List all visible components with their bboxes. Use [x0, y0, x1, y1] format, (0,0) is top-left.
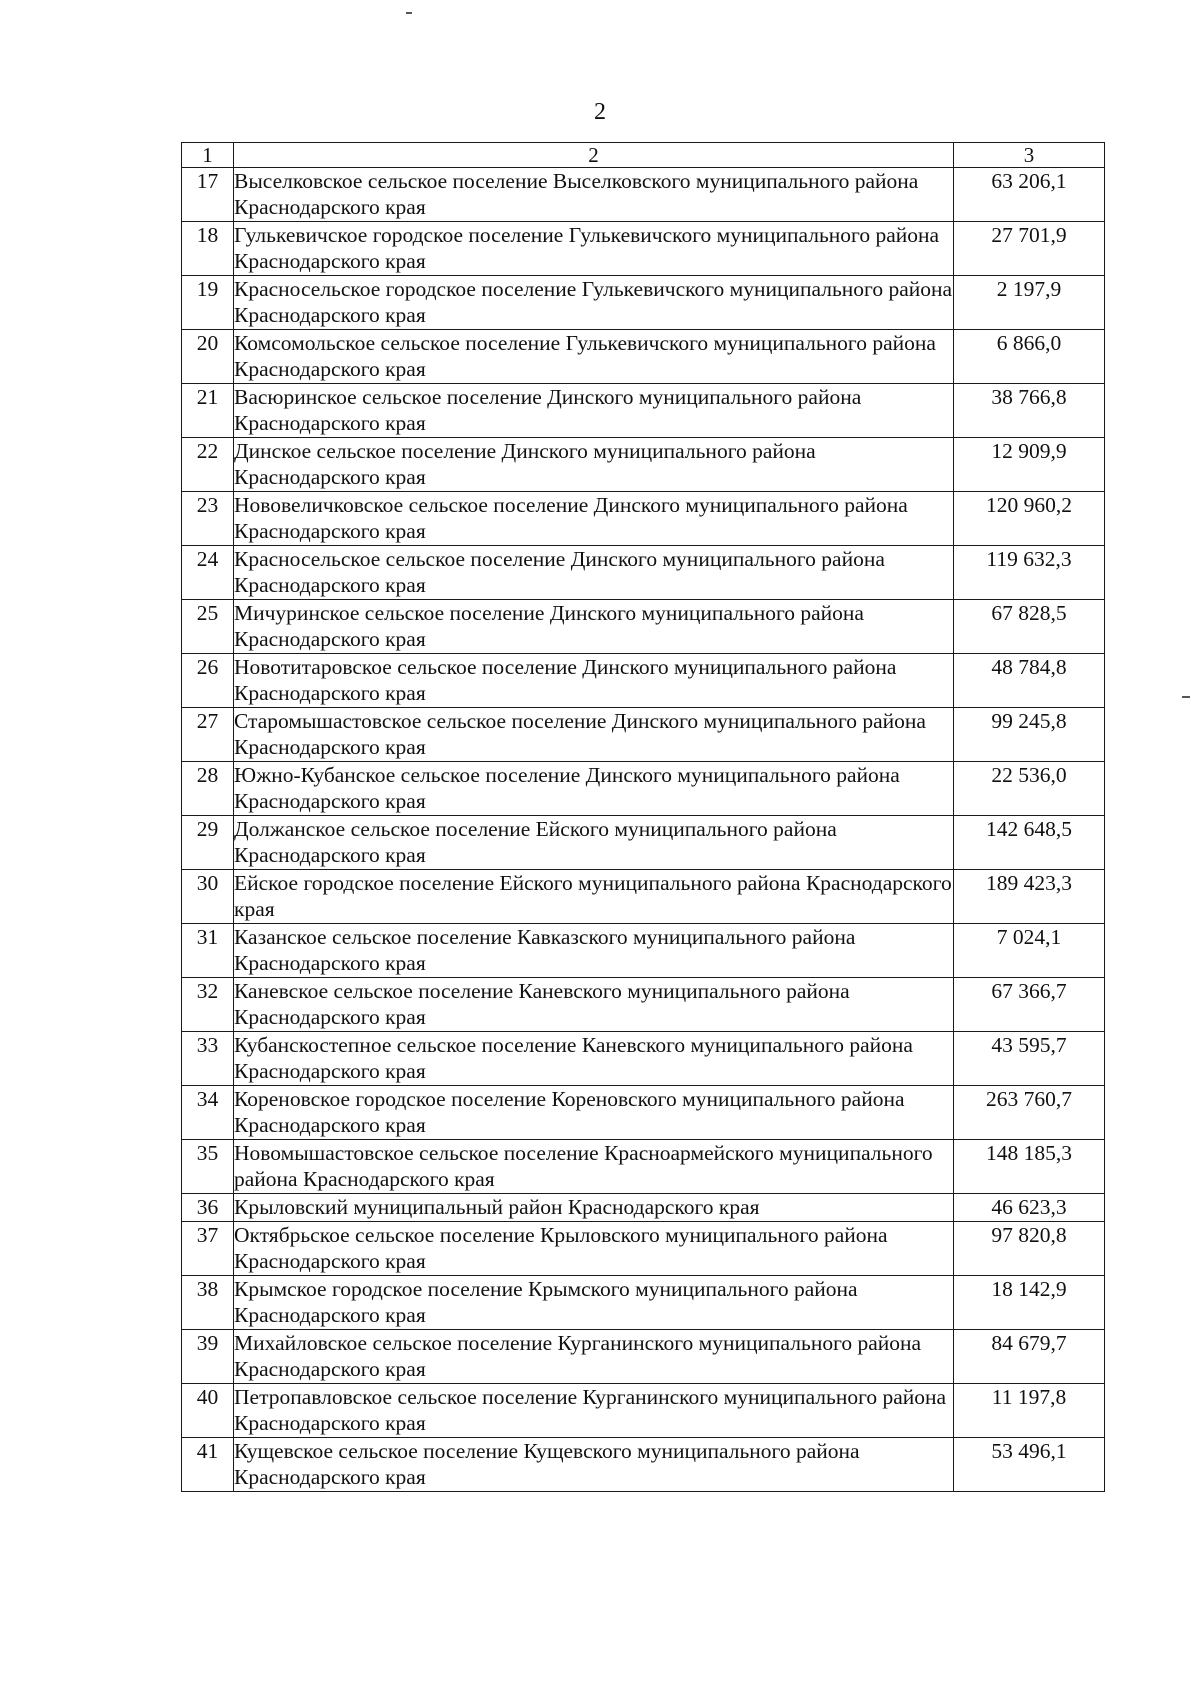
row-value: 263 760,7 — [954, 1086, 1105, 1140]
table-row — [182, 276, 1105, 330]
row-value: 97 820,8 — [954, 1222, 1105, 1276]
row-name: Красносельское городское поселение Гулькевичского муниципального района Краснодарского края — [234, 276, 954, 330]
row-number: 26 — [182, 654, 234, 708]
table-row — [182, 1276, 1105, 1330]
row-name: Кущевское сельское поселение Кущевского муниципального района Краснодарского края — [234, 1438, 954, 1492]
row-number: 37 — [182, 1222, 234, 1276]
table-row — [182, 708, 1105, 762]
row-name: Новомышастовское сельское поселение Красноармейского муниципального района Краснодарского края — [234, 1140, 954, 1194]
row-name: Каневское сельское поселение Каневского муниципального района Краснодарского края — [234, 978, 954, 1032]
row-number: 18 — [182, 222, 234, 276]
row-value: 22 536,0 — [954, 762, 1105, 816]
table-row — [182, 222, 1105, 276]
table-row — [182, 168, 1105, 222]
row-name: Мичуринское сельское поселение Динского муниципального района Краснодарского края — [234, 600, 954, 654]
row-number: 35 — [182, 1140, 234, 1194]
row-value: 67 828,5 — [954, 600, 1105, 654]
row-number: 19 — [182, 276, 234, 330]
header-cell-col2: 2 — [234, 143, 954, 168]
row-value: 6 866,0 — [954, 330, 1105, 384]
table-row — [182, 1330, 1105, 1384]
row-name: Старомышастовское сельское поселение Динского муниципального района Краснодарского края — [234, 708, 954, 762]
row-value: 189 423,3 — [954, 870, 1105, 924]
scan-mark — [1182, 696, 1190, 698]
row-name: Выселковское сельское поселение Выселковского муниципального района Краснодарского края — [234, 168, 954, 222]
row-value: 12 909,9 — [954, 438, 1105, 492]
row-name: Комсомольское сельское поселение Гулькевичского муниципального района Краснодарского края — [234, 330, 954, 384]
row-number: 21 — [182, 384, 234, 438]
row-value: 148 185,3 — [954, 1140, 1105, 1194]
header-cell-col3: 3 — [954, 143, 1105, 168]
row-name: Казанское сельское поселение Кавказского муниципального района Краснодарского края — [234, 924, 954, 978]
row-name: Нововеличковское сельское поселение Динского муниципального района Краснодарского края — [234, 492, 954, 546]
row-value: 43 595,7 — [954, 1032, 1105, 1086]
row-value: 2 197,9 — [954, 276, 1105, 330]
table-row — [182, 546, 1105, 600]
table-row — [182, 384, 1105, 438]
row-value: 142 648,5 — [954, 816, 1105, 870]
table-body — [182, 168, 1105, 1492]
row-name: Октябрьское сельское поселение Крыловского муниципального района Краснодарского края — [234, 1222, 954, 1276]
row-value: 53 496,1 — [954, 1438, 1105, 1492]
table-row — [182, 762, 1105, 816]
row-name: Красносельское сельское поселение Динского муниципального района Краснодарского края — [234, 546, 954, 600]
table-row — [182, 1086, 1105, 1140]
row-name: Новотитаровское сельское поселение Динского муниципального района Краснодарского края — [234, 654, 954, 708]
row-number: 30 — [182, 870, 234, 924]
table-row — [182, 1222, 1105, 1276]
header-cell-col1: 1 — [182, 143, 234, 168]
row-value: 99 245,8 — [954, 708, 1105, 762]
row-number: 24 — [182, 546, 234, 600]
row-number: 31 — [182, 924, 234, 978]
row-value: 11 197,8 — [954, 1384, 1105, 1438]
row-number: 38 — [182, 1276, 234, 1330]
table-row — [182, 438, 1105, 492]
table-row — [182, 1140, 1105, 1194]
table-row — [182, 816, 1105, 870]
row-name: Должанское сельское поселение Ейского муниципального района Краснодарского края — [234, 816, 954, 870]
row-number: 17 — [182, 168, 234, 222]
row-number: 28 — [182, 762, 234, 816]
row-value: 67 366,7 — [954, 978, 1105, 1032]
row-value: 46 623,3 — [954, 1194, 1105, 1222]
row-name: Кубанскостепное сельское поселение Каневского муниципального района Краснодарского края — [234, 1032, 954, 1086]
row-name: Ейское городское поселение Ейского муниципального района Краснодарского края — [234, 870, 954, 924]
table-row — [182, 870, 1105, 924]
row-number: 23 — [182, 492, 234, 546]
table-row — [182, 600, 1105, 654]
row-name: Гулькевичское городское поселение Гулькевичского муниципального района Краснодарского края — [234, 222, 954, 276]
row-number: 27 — [182, 708, 234, 762]
row-name: Петропавловское сельское поселение Курганинского муниципального района Краснодарского края — [234, 1384, 954, 1438]
row-value: 18 142,9 — [954, 1276, 1105, 1330]
row-name: Южно-Кубанское сельское поселение Динского муниципального района Краснодарского края — [234, 762, 954, 816]
row-number: 34 — [182, 1086, 234, 1140]
table-row — [182, 492, 1105, 546]
row-name: Михайловское сельское поселение Курганинского муниципального района Краснодарского края — [234, 1330, 954, 1384]
row-value: 84 679,7 — [954, 1330, 1105, 1384]
row-number: 32 — [182, 978, 234, 1032]
row-name: Васюринское сельское поселение Динского муниципального района Краснодарского края — [234, 384, 954, 438]
row-number: 25 — [182, 600, 234, 654]
data-table — [181, 142, 1105, 1492]
table-row — [182, 1194, 1105, 1222]
table-row — [182, 654, 1105, 708]
row-number: 29 — [182, 816, 234, 870]
table-row — [182, 1384, 1105, 1438]
table-row — [182, 1438, 1105, 1492]
table-row — [182, 924, 1105, 978]
row-number: 36 — [182, 1194, 234, 1222]
table-row — [182, 330, 1105, 384]
table-row — [182, 1032, 1105, 1086]
page-number: 2 — [594, 99, 606, 125]
row-name: Крыловский муниципальный район Краснодарского края — [234, 1194, 954, 1222]
row-value: 119 632,3 — [954, 546, 1105, 600]
row-name: Крымское городское поселение Крымского муниципального района Краснодарского края — [234, 1276, 954, 1330]
row-number: 39 — [182, 1330, 234, 1384]
header-row — [182, 143, 1105, 168]
row-value: 63 206,1 — [954, 168, 1105, 222]
row-number: 41 — [182, 1438, 234, 1492]
row-value: 7 024,1 — [954, 924, 1105, 978]
table-row — [182, 978, 1105, 1032]
row-number: 40 — [182, 1384, 234, 1438]
row-value: 48 784,8 — [954, 654, 1105, 708]
row-value: 120 960,2 — [954, 492, 1105, 546]
row-number: 20 — [182, 330, 234, 384]
scan-mark — [406, 12, 412, 14]
row-value: 27 701,9 — [954, 222, 1105, 276]
row-number: 22 — [182, 438, 234, 492]
row-number: 33 — [182, 1032, 234, 1086]
table-header — [182, 143, 1105, 168]
row-name: Динское сельское поселение Динского муниципального района Краснодарского края — [234, 438, 954, 492]
row-value: 38 766,8 — [954, 384, 1105, 438]
row-name: Кореновское городское поселение Кореновского муниципального района Краснодарского края — [234, 1086, 954, 1140]
